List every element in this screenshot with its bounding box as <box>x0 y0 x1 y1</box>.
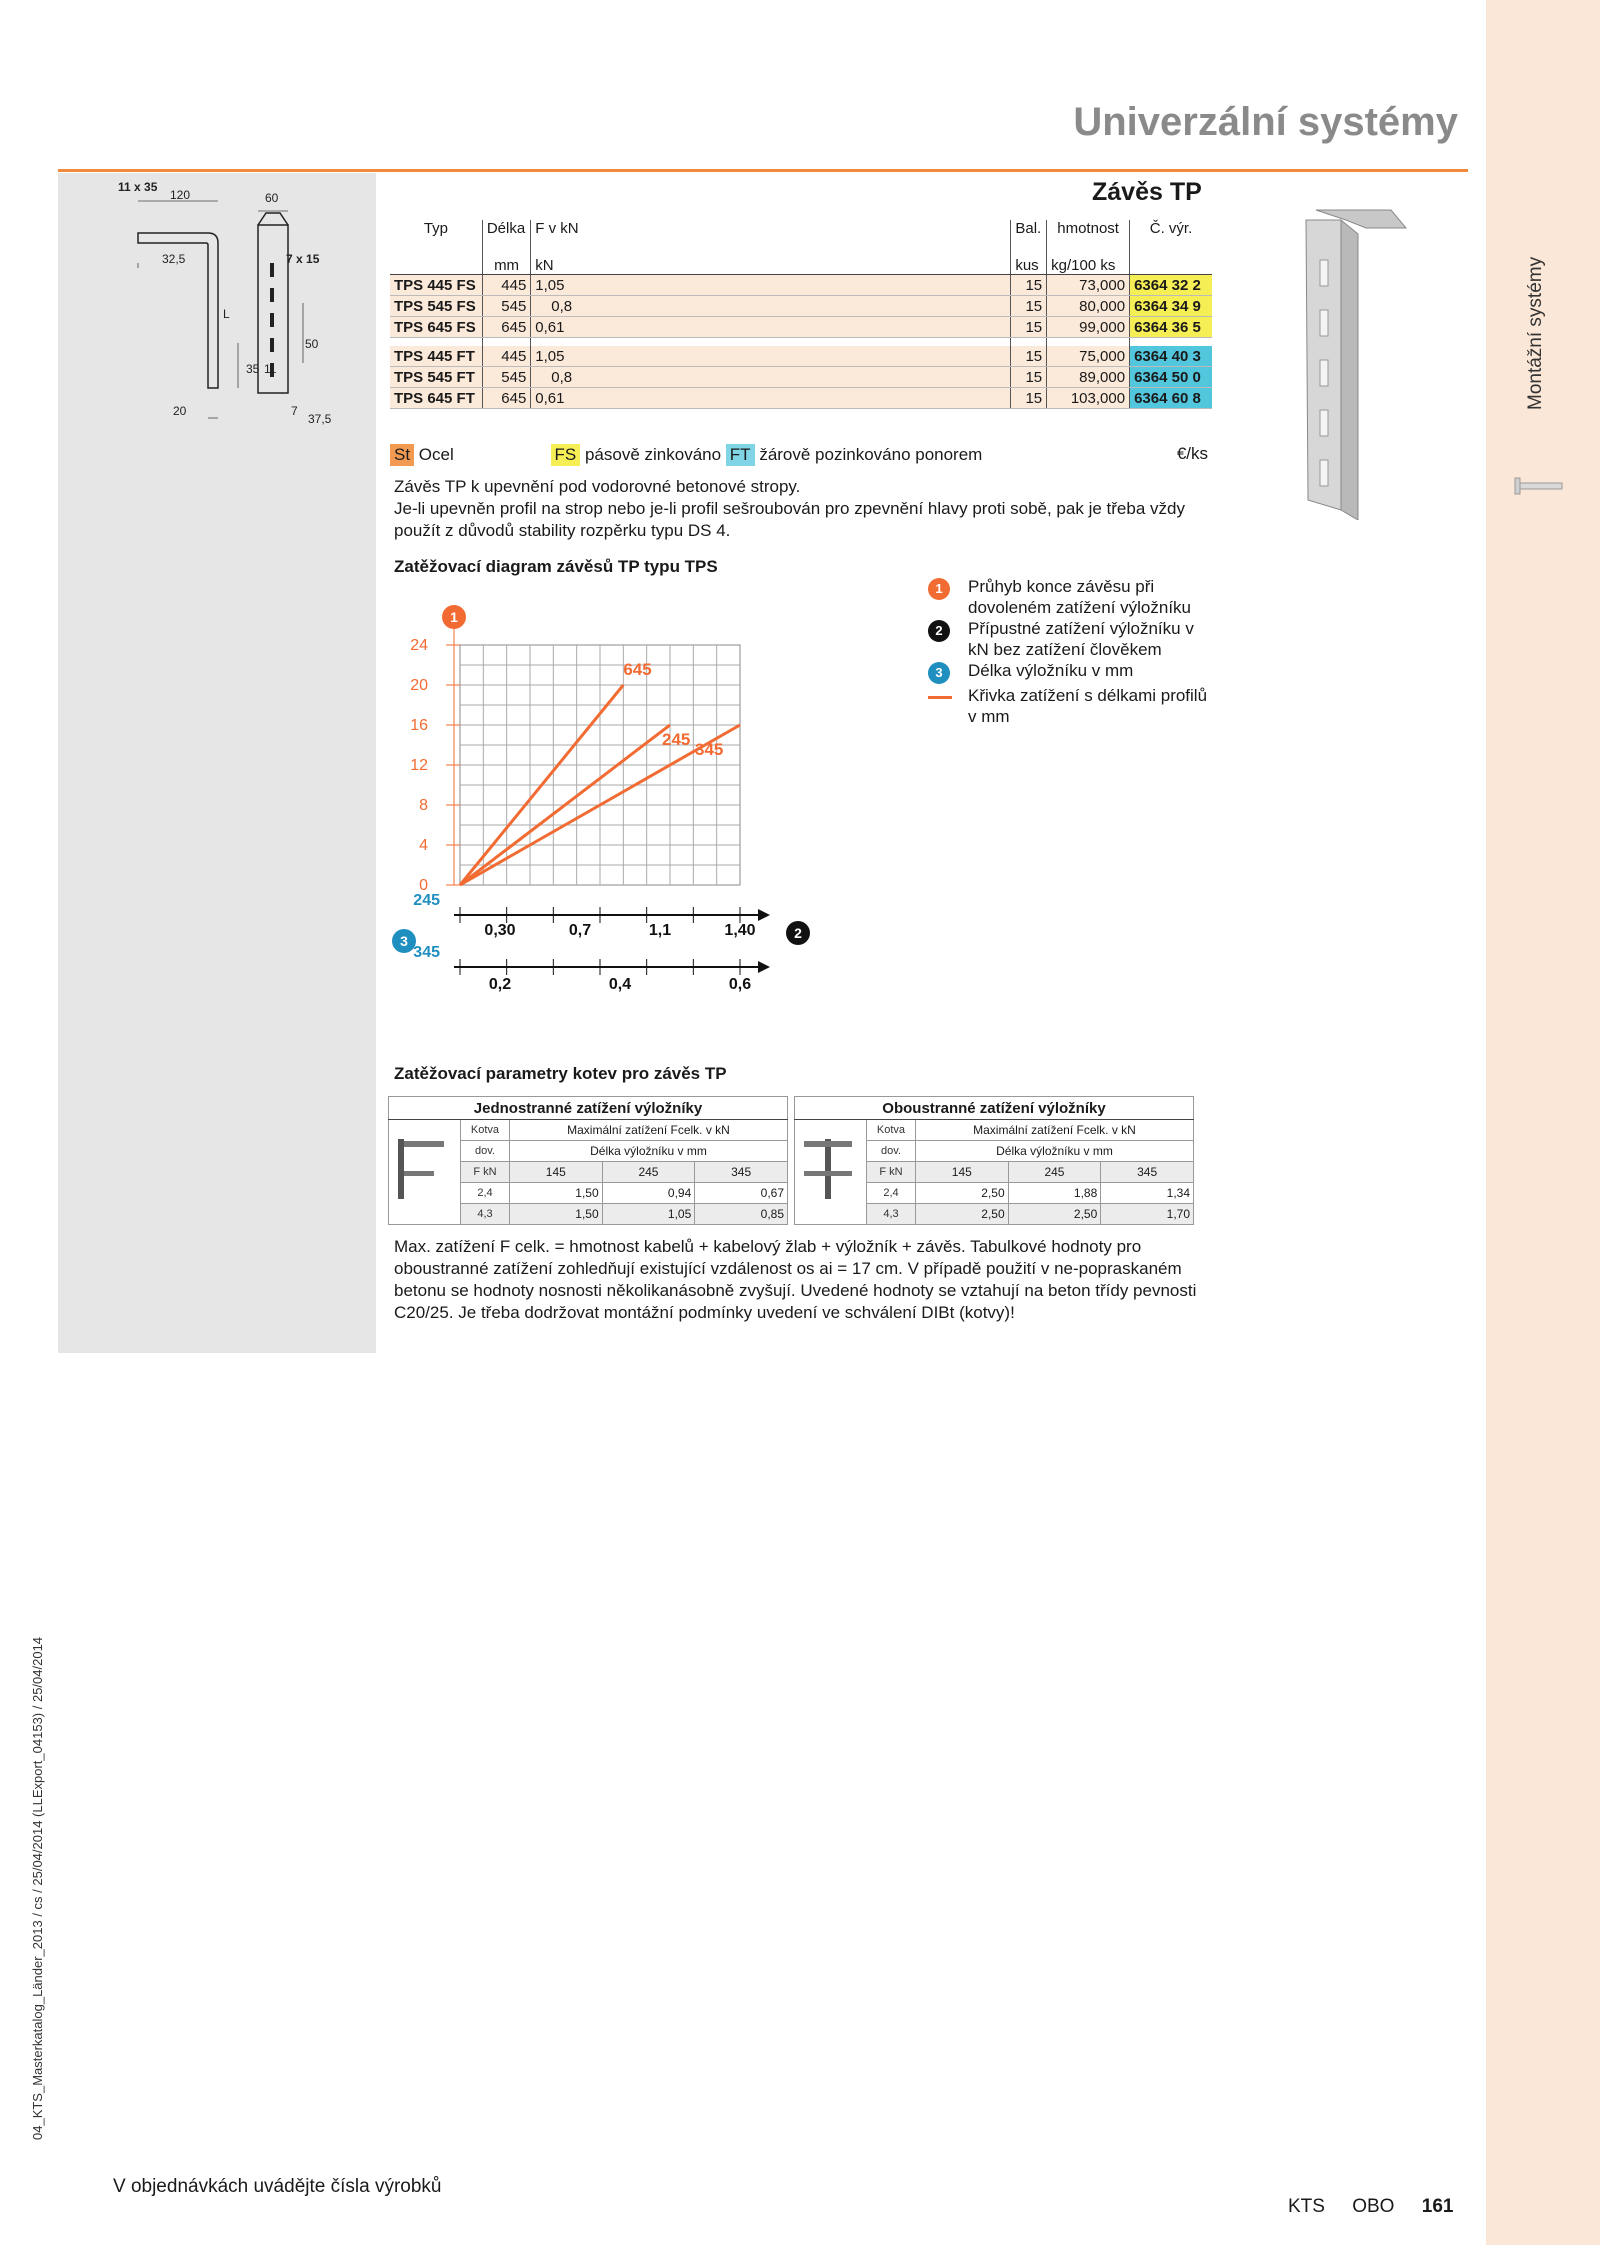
hmotnost-cell: 99,000 <box>1047 317 1130 338</box>
f-cell: 0,8 <box>531 296 1011 317</box>
typ-cell: TPS 545 FS <box>390 296 482 317</box>
load-value: 1,50 <box>510 1204 603 1225</box>
page-footer <box>1288 2196 1453 2218</box>
max-load-label: Maximální zatížení Fcelk. v kN <box>916 1120 1194 1141</box>
axis-245-tick-label: 1,1 <box>648 922 672 939</box>
delka-cell: 445 <box>482 346 530 367</box>
axis-345-tick-label: 0,6 <box>728 976 752 993</box>
description-p1: Závěs TP k upevnění pod vodorovné betonové stropy. <box>394 477 801 496</box>
secondary-axes <box>413 892 770 993</box>
product-table <box>390 220 1212 409</box>
f-cell: 1,05 <box>531 346 1011 367</box>
product-title: Závěs TP <box>1092 178 1202 206</box>
dim-label: 37,5 <box>308 412 332 426</box>
unit-cell: mm <box>482 254 530 275</box>
col-header-delka: Délka <box>482 220 530 254</box>
table-row <box>390 275 1212 296</box>
typ-cell: TPS 445 FT <box>390 346 482 367</box>
length-label: Délka výložníku v mm <box>916 1141 1194 1162</box>
unit-cell: kg/100 ks <box>1047 254 1130 275</box>
legend-text: Délka výložníku v mm <box>968 661 1134 680</box>
dov-label: dov. <box>461 1141 510 1162</box>
load-value: 1,05 <box>602 1204 695 1225</box>
double-load-table <box>794 1096 1194 1225</box>
series-label: 645 <box>623 660 652 679</box>
y-tick-label: 20 <box>410 677 428 694</box>
typ-cell: TPS 545 FT <box>390 367 482 388</box>
currency-label: €/ks <box>1176 444 1208 463</box>
dim-label: 50 <box>305 337 319 351</box>
badge-1-icon: 1 <box>928 578 950 600</box>
typ-cell: TPS 645 FS <box>390 317 482 338</box>
description-p2: Je-li upevněn profil na strop nebo je-li profil sešroubován pro zpevnění hlavy proti sobě, pak je třeba vždy použít z důvodů stability rozpěrku typu DS 4. <box>394 499 1185 540</box>
hmotnost-cell: 80,000 <box>1047 296 1130 317</box>
load-value: 2,50 <box>1008 1204 1101 1225</box>
delka-cell: 445 <box>482 275 530 296</box>
technical-drawing-panel <box>58 173 376 1353</box>
article-number: 6364 36 5 <box>1130 317 1212 338</box>
chart-grid <box>460 645 740 885</box>
legend-text: Průhyb konce závěsu při dovoleném zatížení výložníku <box>968 577 1192 617</box>
typ-cell: TPS 645 FT <box>390 388 482 409</box>
length-col: 245 <box>1008 1162 1101 1183</box>
delka-cell: 645 <box>482 317 530 338</box>
bal-cell: 15 <box>1011 275 1047 296</box>
screw-icon <box>1513 476 1565 496</box>
y-tick-label: 12 <box>410 757 428 774</box>
marker-3-icon-text: 3 <box>400 933 408 949</box>
col-header-typ: Typ <box>423 220 448 237</box>
brand-kts: KTS <box>1288 2196 1325 2217</box>
f-value: 4,3 <box>461 1204 510 1225</box>
f-cell: 0,61 <box>531 388 1011 409</box>
f-cell: 0,8 <box>531 367 1011 388</box>
y-tick-label: 8 <box>419 797 428 814</box>
load-value: 1,88 <box>1008 1183 1101 1204</box>
series-label: 345 <box>695 740 724 759</box>
length-col: 145 <box>916 1162 1009 1183</box>
load-note: Max. zatížení F celk. = hmotnost kabelů + kabelový žlab + výložník + závěs. Tabulkové hodnoty pro oboustranné zatížení zohledňují existující vzdálenost os ai = 17 cm. V případě použití v ne-popraskaném betonu se hodnoty nosnosti několikanásobně zvyšují. Uvedené hodnoty se vztahují na beton třídy pevnosti C20/25. Je třeba dodržovat montážní podmínky uvedení ve schválení DIBt (kotvy)! <box>394 1237 1197 1322</box>
bal-cell: 15 <box>1011 388 1047 409</box>
axis-345-label: 345 <box>413 944 440 961</box>
dim-label: 60 <box>265 191 279 205</box>
legend-text: Křivka zatížení s délkami profilů v mm <box>968 686 1208 726</box>
axis-245-tick-label: 1,40 <box>724 922 756 939</box>
page-title: Univerzální systémy <box>1073 100 1458 144</box>
chart-legend-item <box>924 576 1214 618</box>
load-value: 0,85 <box>695 1204 788 1225</box>
load-diagram <box>380 585 920 1065</box>
kotva-label: Kotva <box>867 1120 916 1141</box>
article-number: 6364 32 2 <box>1130 275 1212 296</box>
dim-label: 11 x 35 <box>118 180 158 194</box>
curve-dash-icon <box>928 696 952 699</box>
dim-label: 20 <box>173 404 187 418</box>
delka-cell: 645 <box>482 388 530 409</box>
delka-cell: 545 <box>482 296 530 317</box>
order-note: V objednávkách uvádějte čísla výrobků <box>113 2176 442 2197</box>
finish-label-st: Ocel <box>418 445 454 464</box>
f-cell: 0,61 <box>531 317 1011 338</box>
side-section-label: Montážní systémy <box>1525 256 1546 410</box>
unit-cell: kus <box>1011 254 1047 275</box>
dim-label: 120 <box>170 188 191 202</box>
f-value: 4,3 <box>867 1204 916 1225</box>
axis-245-label: 245 <box>413 892 440 909</box>
finish-label-ft: žárově pozinkováno ponorem <box>759 445 983 464</box>
article-number: 6364 50 0 <box>1130 367 1212 388</box>
col-header-bal: Bal. <box>1011 220 1047 254</box>
series-label: 245 <box>662 730 691 749</box>
bal-cell: 15 <box>1011 296 1047 317</box>
y-tick-label: 24 <box>410 637 428 654</box>
length-label: Délka výložníku v mm <box>510 1141 788 1162</box>
f-cell: 1,05 <box>531 275 1011 296</box>
axis-245-tick-label: 0,7 <box>568 922 592 939</box>
bal-cell: 15 <box>1011 346 1047 367</box>
axis-345-arrow-icon <box>758 961 770 973</box>
bal-cell: 15 <box>1011 367 1047 388</box>
col-header-cvyr: Č. výr. <box>1130 220 1212 254</box>
fkn-label: F kN <box>461 1162 510 1183</box>
anchor-double-icon <box>795 1120 867 1225</box>
article-number: 6364 60 8 <box>1130 388 1212 409</box>
dov-label: dov. <box>867 1141 916 1162</box>
axis-345-tick-label: 0,4 <box>608 976 632 993</box>
y-tick-label: 4 <box>419 837 428 854</box>
chart-legend-item <box>924 618 1214 660</box>
load-value: 2,50 <box>916 1204 1009 1225</box>
dim-label: 7 x 15 <box>286 252 320 266</box>
table-row <box>390 317 1212 338</box>
fkn-label: F kN <box>867 1162 916 1183</box>
table-row <box>390 346 1212 367</box>
brand-obo: OBO <box>1352 2196 1395 2217</box>
chart-legend-item <box>924 660 1214 681</box>
load-value: 0,94 <box>602 1183 695 1204</box>
hmotnost-cell: 103,000 <box>1047 388 1130 409</box>
dim-label: L <box>223 307 230 321</box>
y-axis-ticks <box>410 625 460 894</box>
delka-cell: 545 <box>482 367 530 388</box>
load-value: 1,50 <box>510 1183 603 1204</box>
badge-3-icon: 3 <box>928 662 950 684</box>
unit-cell <box>390 254 482 275</box>
table-row <box>390 296 1212 317</box>
chart-legend-item <box>924 685 1214 727</box>
f-value: 2,4 <box>461 1183 510 1204</box>
max-load-label: Maximální zatížení Fcelk. v kN <box>510 1120 788 1141</box>
load-value: 2,50 <box>916 1183 1009 1204</box>
typ-cell: TPS 445 FS <box>390 275 482 296</box>
length-col: 345 <box>695 1162 788 1183</box>
header-rule <box>58 169 1468 172</box>
bal-cell: 15 <box>1011 317 1047 338</box>
dim-label: 7 <box>291 404 298 418</box>
length-col: 345 <box>1101 1162 1194 1183</box>
unit-cell <box>1130 254 1212 275</box>
technical-drawing <box>58 173 376 443</box>
kotva-label: Kotva <box>461 1120 510 1141</box>
unit-cell: kN <box>531 254 1011 275</box>
table-row <box>390 367 1212 388</box>
params-title: Zatěžovací parametry kotev pro závěs TP <box>394 1064 727 1083</box>
single-load-title: Jednostranné zatížení výložníky <box>389 1097 788 1120</box>
finish-legend <box>390 444 1212 470</box>
load-value: 1,34 <box>1101 1183 1194 1204</box>
load-value: 1,70 <box>1101 1204 1194 1225</box>
description <box>394 476 1214 542</box>
finish-tag-st: St <box>390 444 414 466</box>
article-number: 6364 40 3 <box>1130 346 1212 367</box>
col-header-hmotnost: hmotnost <box>1047 220 1130 254</box>
single-load-table <box>388 1096 788 1225</box>
dim-label: 32,5 <box>162 252 186 266</box>
axis-245-tick-label: 0,30 <box>484 922 516 939</box>
axis-345-tick-label: 0,2 <box>488 976 512 993</box>
finish-label-fs: pásově zinkováno <box>584 445 722 464</box>
article-number: 6364 34 9 <box>1130 296 1212 317</box>
finish-tag-fs: FS <box>551 444 581 466</box>
anchor-single-icon <box>389 1120 461 1225</box>
chart-title: Zatěžovací diagram závěsů TP typu TPS <box>394 557 718 576</box>
double-load-title: Oboustranné zatížení výložníky <box>795 1097 1194 1120</box>
hmotnost-cell: 75,000 <box>1047 346 1130 367</box>
marker-1-icon-text: 1 <box>450 609 458 625</box>
y-tick-label: 16 <box>410 717 428 734</box>
page-number: 161 <box>1421 2196 1454 2217</box>
length-col: 145 <box>510 1162 603 1183</box>
col-header-f: F v kN <box>531 220 1011 254</box>
product-photo <box>1296 190 1416 520</box>
length-col: 245 <box>602 1162 695 1183</box>
chart-legend <box>924 576 1214 727</box>
marker-2-icon-text: 2 <box>794 925 802 941</box>
legend-text: Přípustné zatížení výložníku v kN bez zatížení člověkem <box>968 619 1194 659</box>
load-value: 0,67 <box>695 1183 788 1204</box>
y-tick-label: 0 <box>419 877 428 894</box>
finish-tag-ft: FT <box>726 444 755 466</box>
hmotnost-cell: 73,000 <box>1047 275 1130 296</box>
axis-245-arrow-icon <box>758 909 770 921</box>
dim-label: 11 <box>264 362 277 376</box>
f-value: 2,4 <box>867 1183 916 1204</box>
print-reference: 04_KTS_Masterkatalog_Länder_2013 / cs / 25/04/2014 (LLExport_04153) / 25/04/2014 <box>30 1636 45 2140</box>
table-row <box>390 388 1212 409</box>
dim-label: 35 <box>246 362 260 376</box>
hmotnost-cell: 89,000 <box>1047 367 1130 388</box>
badge-2-icon: 2 <box>928 620 950 642</box>
